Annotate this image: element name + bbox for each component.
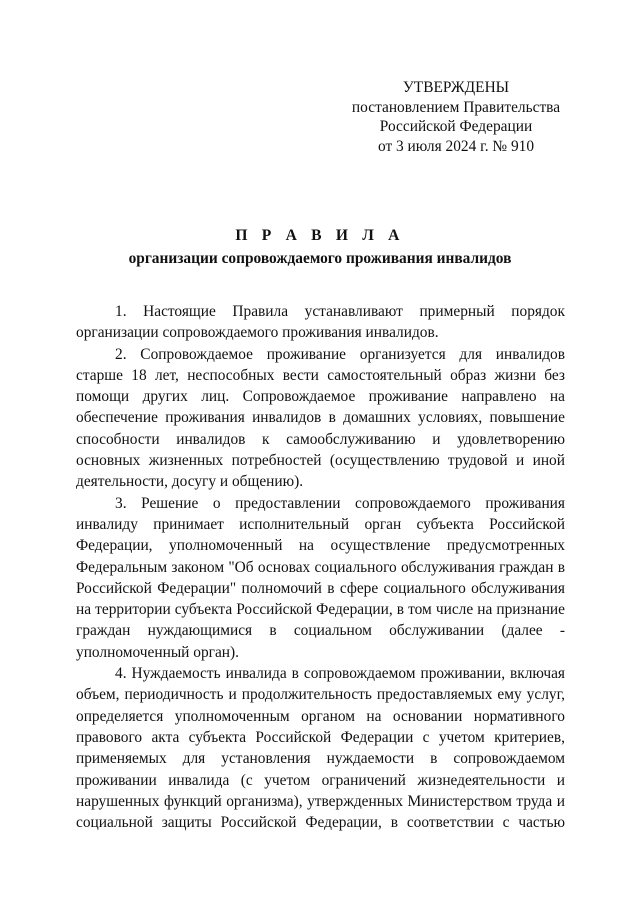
paragraph-3: 3. Решение о предоставлении сопровождаемого проживания инвалиду принимает исполнительный орган субъекта Российской Федерации, уполномоченный на осуществление предусмотренных Федеральным законом "Об основах социального обслуживания граждан в Российской Федерации" полномочий в сфере социального обслуживания на территории субъекта Российской Федерации, в том числе на признание граждан нуждающимися в социальном обслуживании (далее - уполномоченный орган). (76, 494, 565, 661)
approval-date-number: от 3 июля 2024 г. № 910 (377, 137, 535, 155)
paragraph-2: 2. Сопровождаемое проживание организуется для инвалидов старше 18 лет, неспособных вести самостоятельный образ жизни без помощи других лиц. Сопровождаемое проживание направлено на обеспечение проживания инвалидов в домашних условиях, повышение способности инвалидов к самообслуживанию и удовлетворению основных жизненных потребностей (осуществлению трудовой и иной деятельности, досугу и общению). (76, 345, 565, 491)
document-title: П Р А В И Л А (235, 227, 405, 244)
approval-title: УТВЕРЖДЕНЫ (402, 79, 510, 96)
approval-stamp (340, 78, 572, 156)
approval-country: Российской Федерации (379, 118, 533, 136)
paragraph-4: 4. Нуждаемость инвалида в сопровождаемом проживании, включая объем, периодичность и продолжительность предоставляемых ему услуг, определяется уполномоченным органом на основании нормативного правового акта субъекта Российской Федерации с учетом критериев, применяемых для установления нуждаемости в сопровождаемом проживании инвалида (с учетом ограничений жизнедеятельности и нарушенных функций организма), утвержденных Министерством труда и социальной защиты Российской Федерации, в соответствии с частью (76, 665, 565, 832)
approval-authority: постановлением Правительства (351, 98, 561, 116)
paragraph-1: 1. Настоящие Правила устанавливают примерный порядок организации сопровождаемого проживания инвалидов. (76, 303, 565, 342)
document-body (76, 301, 565, 833)
document-subtitle: организации сопровождаемого проживания инвалидов (128, 250, 512, 267)
